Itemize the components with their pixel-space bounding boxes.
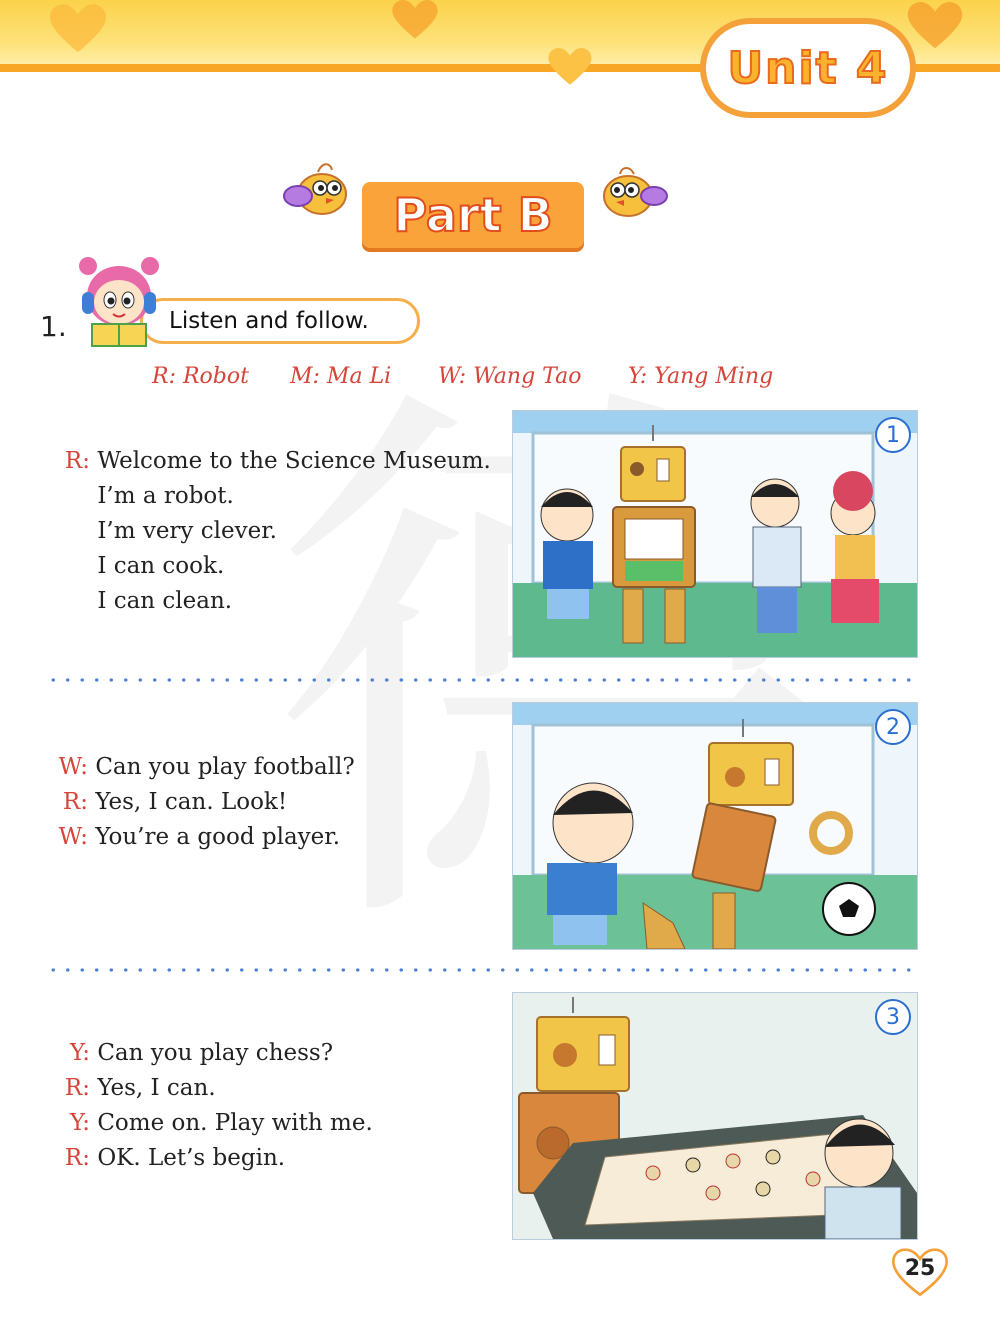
dialogue-line — [56, 785, 355, 820]
legend-yang-ming: Y: Yang Ming — [628, 364, 774, 389]
line-text: I can cook. — [97, 553, 225, 579]
exercise-number: 1. — [40, 310, 67, 343]
legend-ma-li: M: Ma Li — [290, 364, 392, 389]
unit-label: Unit 4 — [727, 42, 889, 94]
speaker-label: R: — [64, 1075, 90, 1101]
unit-badge — [700, 18, 916, 118]
dialogue-line — [58, 479, 491, 514]
panel-number-badge: 2 — [875, 709, 911, 745]
line-text: You’re a good player. — [95, 824, 341, 850]
line-text: Yes, I can. — [97, 1075, 216, 1101]
speaker-label: Y: — [69, 1110, 90, 1136]
part-title-text: Part B — [393, 188, 553, 242]
dialogue-2 — [56, 750, 355, 855]
illustration-panel-1 — [512, 410, 918, 658]
speaker-label: Y: — [69, 1040, 90, 1066]
dialogue-line — [58, 1106, 373, 1141]
dialogue-line — [58, 1071, 373, 1106]
dialogue-line — [58, 549, 491, 584]
dialogue-line — [58, 1036, 373, 1071]
line-text: I can clean. — [97, 588, 233, 614]
instruction-bubble — [140, 298, 420, 344]
girl-with-headphones-icon — [76, 256, 162, 348]
illustration-panel-3 — [512, 992, 918, 1240]
speaker-label: W: — [58, 824, 88, 850]
legend-wang-tao: W: Wang Tao — [438, 364, 582, 389]
dialogue-line — [58, 584, 491, 619]
part-title — [362, 182, 584, 248]
line-text: I’m very clever. — [97, 518, 277, 544]
robot-chess-illustration — [513, 993, 917, 1239]
bird-left-icon — [282, 156, 356, 222]
panel-number-badge: 1 — [875, 417, 911, 453]
speaker-label: R: — [62, 789, 88, 815]
speaker-label: R: — [64, 448, 90, 474]
robot-welcome-illustration — [513, 411, 917, 657]
heart-decoration-icon — [50, 4, 106, 54]
heart-decoration-icon — [905, 2, 965, 50]
line-text: I’m a robot. — [97, 483, 234, 509]
dialogue-line — [56, 820, 355, 855]
legend-robot: R: Robot — [152, 364, 249, 389]
heart-decoration-icon — [380, 0, 450, 40]
dialogue-line — [58, 1141, 373, 1176]
panel-number-badge: 3 — [875, 999, 911, 1035]
speaker-label: R: — [64, 1145, 90, 1171]
line-text: Can you play football? — [95, 754, 355, 780]
instruction-text: Listen and follow. — [169, 308, 369, 334]
dialogue-line — [56, 750, 355, 785]
dialogue-line — [58, 514, 491, 549]
line-text: OK. Let’s begin. — [97, 1145, 286, 1171]
dialogue-3 — [58, 1036, 373, 1176]
illustration-panel-2 — [512, 702, 918, 950]
line-text: Can you play chess? — [97, 1040, 334, 1066]
speaker-label: W: — [58, 754, 88, 780]
page-number: 25 — [904, 1256, 936, 1281]
dotted-separator — [46, 678, 916, 682]
line-text: Come on. Play with me. — [97, 1110, 373, 1136]
line-text: Welcome to the Science Museum. — [97, 448, 491, 474]
dialogue-line — [58, 444, 491, 479]
line-text: Yes, I can. Look! — [95, 789, 288, 815]
dialogue-1 — [58, 444, 491, 619]
bird-right-icon — [594, 162, 668, 224]
dotted-separator — [46, 968, 916, 972]
robot-football-illustration — [513, 703, 917, 949]
heart-decoration-icon — [548, 48, 592, 86]
